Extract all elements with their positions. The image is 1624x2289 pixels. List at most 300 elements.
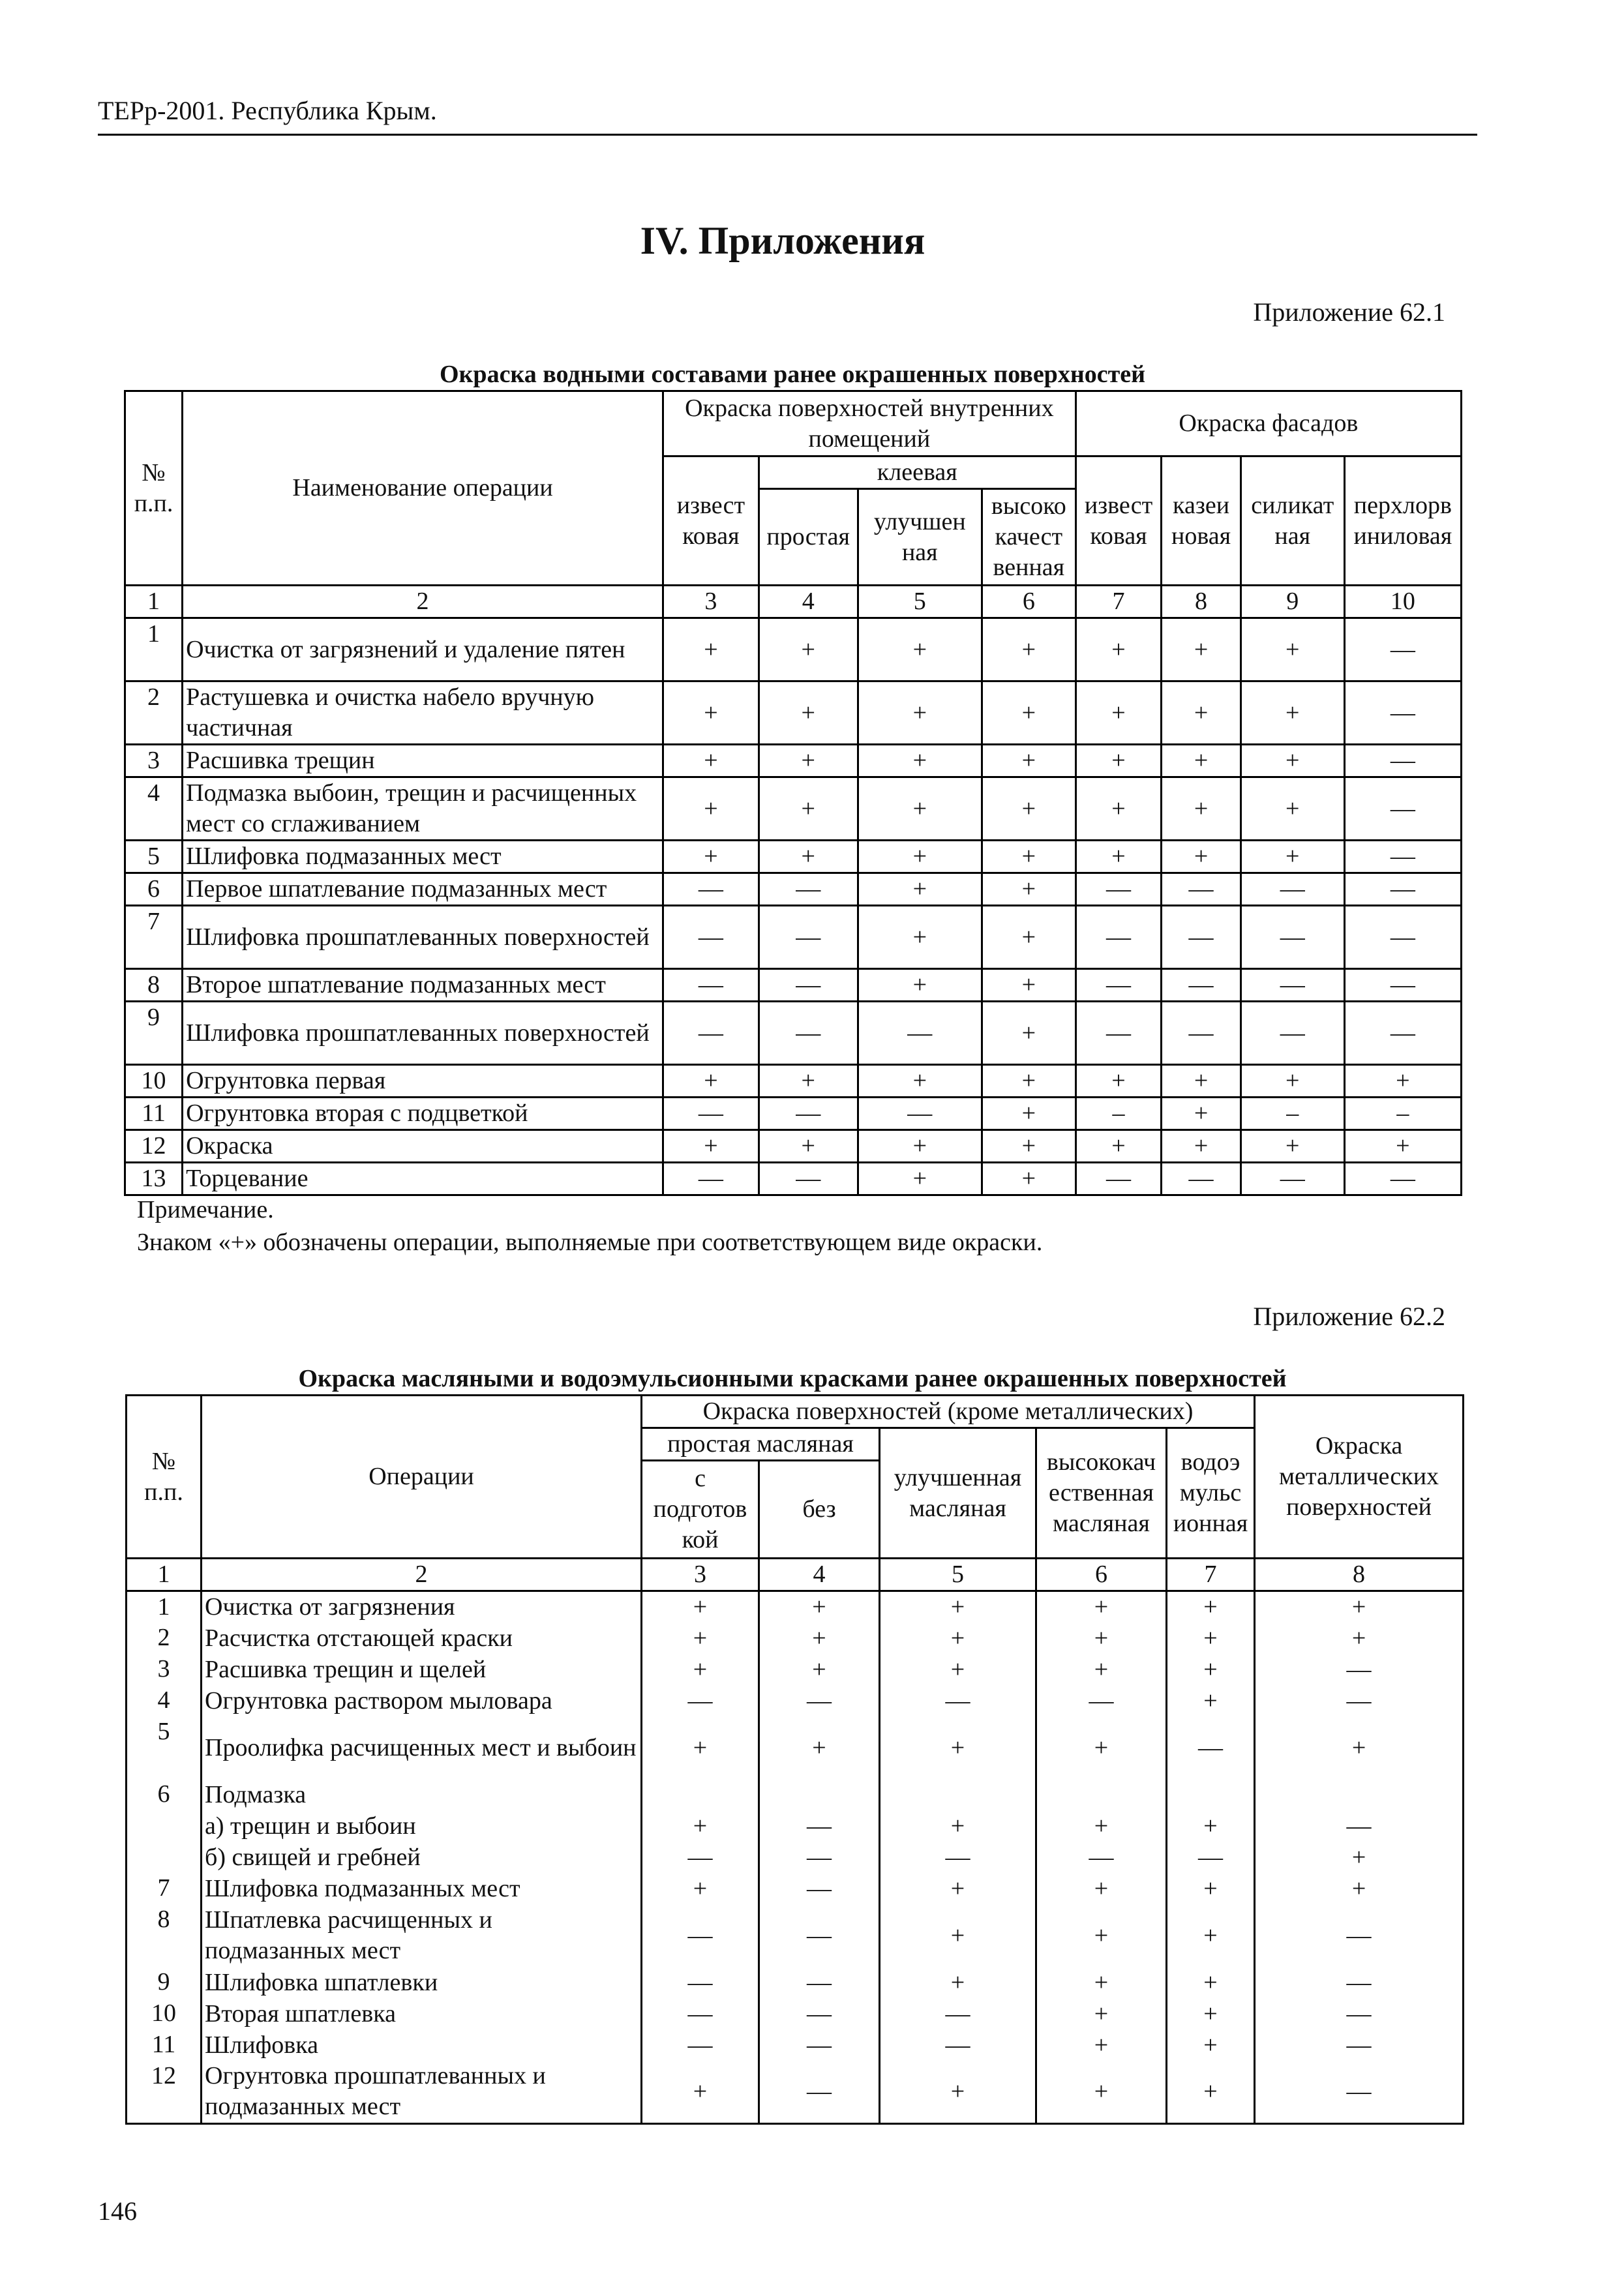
- col-header-perchlorvinyl: перхлорв иниловая: [1344, 456, 1461, 586]
- operation-name: Вторая шпатлевка: [202, 1998, 642, 2029]
- table-row: [125, 777, 1462, 841]
- cell: +: [1241, 777, 1344, 841]
- appendix-1-table: [124, 390, 1462, 1196]
- cell: —: [759, 1098, 858, 1130]
- col-number: 6: [1036, 1559, 1167, 1591]
- operation-name: Огрунтовка вторая с подцветкой: [183, 1098, 663, 1130]
- row-number: 2: [127, 1623, 202, 1654]
- cell: +: [663, 841, 759, 873]
- row-number: 2: [125, 681, 183, 745]
- cell: —: [663, 1002, 759, 1065]
- cell: +: [759, 1065, 858, 1098]
- cell: —: [759, 1998, 880, 2029]
- cell: —: [1167, 1842, 1255, 1873]
- col-number: 4: [759, 1559, 880, 1591]
- cell: +: [982, 906, 1075, 969]
- cell: —: [1241, 873, 1344, 906]
- table-row: [127, 1654, 1464, 1685]
- row-number: 9: [127, 1967, 202, 1998]
- cell: +: [642, 2061, 759, 2123]
- table-row: [125, 1130, 1462, 1163]
- cell: —: [1344, 745, 1461, 777]
- cell: —: [1344, 906, 1461, 969]
- cell: —: [663, 873, 759, 906]
- cell: +: [642, 1591, 759, 1623]
- operation-name: Шлифовка подмазанных мест: [183, 841, 663, 873]
- cell: +: [1036, 1967, 1167, 1998]
- cell: +: [1241, 681, 1344, 745]
- cell: +: [663, 777, 759, 841]
- cell: +: [1167, 1654, 1255, 1685]
- cell: +: [1255, 1591, 1464, 1623]
- cell: —: [1241, 906, 1344, 969]
- cell: –: [1344, 1098, 1461, 1130]
- cell: —: [759, 2061, 880, 2123]
- col-number: 2: [183, 586, 663, 618]
- table-row: [125, 906, 1462, 969]
- col-number: 3: [642, 1559, 759, 1591]
- table-row: [125, 1065, 1462, 1098]
- col-header-lime-facade: извест ковая: [1075, 456, 1162, 586]
- cell: +: [982, 873, 1075, 906]
- cell: +: [880, 1623, 1036, 1654]
- cell: —: [858, 1098, 982, 1130]
- cell: +: [1167, 1904, 1255, 1967]
- cell: —: [880, 1685, 1036, 1716]
- cell: +: [1075, 681, 1162, 745]
- cell: +: [1036, 1873, 1167, 1904]
- cell: +: [663, 681, 759, 745]
- row-number: 10: [125, 1065, 183, 1098]
- cell: +: [880, 1716, 1036, 1779]
- table-row: [125, 1163, 1462, 1195]
- cell: +: [663, 745, 759, 777]
- cell: +: [858, 873, 982, 906]
- cell: —: [1255, 2061, 1464, 2123]
- cell: +: [982, 618, 1075, 681]
- cell: —: [759, 873, 858, 906]
- row-number: [127, 1842, 202, 1873]
- cell: +: [982, 745, 1075, 777]
- cell: +: [982, 969, 1075, 1002]
- cell: +: [1162, 1098, 1241, 1130]
- cell: —: [1162, 1163, 1241, 1195]
- cell: —: [759, 1163, 858, 1195]
- operation-name: Проолифка расчищенных мест и выбоин: [202, 1716, 642, 1779]
- cell: +: [880, 1904, 1036, 1967]
- col-header-facade: Окраска фасадов: [1075, 391, 1461, 456]
- col-number: 2: [202, 1559, 642, 1591]
- cell: +: [642, 1654, 759, 1685]
- col-header-with-prep: с подготов кой: [642, 1461, 759, 1559]
- cell: —: [759, 969, 858, 1002]
- cell: +: [663, 618, 759, 681]
- cell: +: [880, 1810, 1036, 1842]
- appendix-1-title: Окраска водными составами ранее окрашенных поверхностей: [439, 361, 1146, 388]
- cell: —: [759, 1873, 880, 1904]
- cell: +: [982, 777, 1075, 841]
- cell: —: [880, 2029, 1036, 2061]
- cell: —: [1255, 1810, 1464, 1842]
- cell: —: [1255, 1904, 1464, 1967]
- operation-name: Шлифовка прошпатлеванных поверхностей: [183, 1002, 663, 1065]
- cell: —: [759, 1904, 880, 1967]
- cell: +: [759, 1591, 880, 1623]
- cell: —: [1036, 1842, 1167, 1873]
- table-row: [127, 1685, 1464, 1716]
- cell: +: [1075, 1130, 1162, 1163]
- col-header-lime-interior: извест ковая: [663, 456, 759, 586]
- cell: —: [1075, 1002, 1162, 1065]
- cell: —: [642, 1842, 759, 1873]
- col-header-water-emulsion: водоэ мульс ионная: [1167, 1428, 1255, 1559]
- row-number: [127, 1810, 202, 1842]
- cell: +: [759, 777, 858, 841]
- col-number: 4: [759, 586, 858, 618]
- cell: +: [1036, 1810, 1167, 1842]
- cell: +: [1075, 841, 1162, 873]
- cell: +: [858, 1163, 982, 1195]
- cell: —: [663, 969, 759, 1002]
- cell: +: [1167, 1810, 1255, 1842]
- table-row: [125, 841, 1462, 873]
- cell: —: [642, 1904, 759, 1967]
- operation-name: Шлифовка подмазанных мест: [202, 1873, 642, 1904]
- cell: +: [1036, 1654, 1167, 1685]
- cell: —: [1344, 1002, 1461, 1065]
- row-number: 3: [127, 1654, 202, 1685]
- cell: +: [1162, 745, 1241, 777]
- cell: +: [1255, 1842, 1464, 1873]
- col-header-silicate: силикат ная: [1241, 456, 1344, 586]
- cell: —: [642, 1998, 759, 2029]
- cell: +: [759, 1716, 880, 1779]
- cell: +: [982, 1130, 1075, 1163]
- cell: +: [642, 1810, 759, 1842]
- appendix-2-table: [125, 1394, 1464, 2125]
- row-number: 7: [127, 1873, 202, 1904]
- row-number: 6: [125, 873, 183, 906]
- cell: —: [1344, 841, 1461, 873]
- cell: +: [642, 1873, 759, 1904]
- cell: —: [1344, 873, 1461, 906]
- cell: [1036, 1779, 1167, 1810]
- cell: —: [1162, 1002, 1241, 1065]
- cell: +: [642, 1623, 759, 1654]
- table-row: [127, 1904, 1464, 1967]
- cell: +: [663, 1065, 759, 1098]
- table-row: [127, 1967, 1464, 1998]
- cell: —: [1344, 1163, 1461, 1195]
- row-number: 11: [127, 2029, 202, 2061]
- table-row: [127, 2029, 1464, 2061]
- cell: +: [1255, 1623, 1464, 1654]
- cell: +: [858, 841, 982, 873]
- cell: +: [858, 745, 982, 777]
- cell: —: [1241, 1163, 1344, 1195]
- cell: [1167, 1779, 1255, 1810]
- operation-name: Первое шпатлевание подмазанных мест: [183, 873, 663, 906]
- row-number: 5: [125, 841, 183, 873]
- cell: +: [759, 745, 858, 777]
- cell: +: [880, 1654, 1036, 1685]
- note-text: Знаком «+» обозначены операции, выполняемые при соответствующем виде окраски.: [137, 1229, 1043, 1256]
- table-row: [125, 681, 1462, 745]
- col-number: 10: [1344, 586, 1461, 618]
- cell: —: [858, 1002, 982, 1065]
- row-number: 6: [127, 1779, 202, 1810]
- col-header-operation: Наименование операции: [183, 391, 663, 586]
- row-number: 4: [125, 777, 183, 841]
- page-title: IV. Приложения: [640, 219, 925, 262]
- table-row: [125, 1002, 1462, 1065]
- cell: +: [1167, 1967, 1255, 1998]
- cell: +: [1036, 2029, 1167, 2061]
- cell: +: [858, 681, 982, 745]
- cell: +: [1036, 1904, 1167, 1967]
- cell: +: [1036, 1591, 1167, 1623]
- col-header-num: № п.п.: [125, 391, 183, 586]
- operation-name: б) свищей и гребней: [202, 1842, 642, 1873]
- cell: —: [1036, 1685, 1167, 1716]
- table-row: [127, 1591, 1464, 1623]
- cell: —: [1344, 681, 1461, 745]
- cell: +: [1167, 1623, 1255, 1654]
- col-header-operation: Операции: [202, 1396, 642, 1559]
- table-row: [125, 969, 1462, 1002]
- cell: +: [982, 1098, 1075, 1130]
- cell: +: [1167, 1873, 1255, 1904]
- row-number: 4: [127, 1685, 202, 1716]
- operation-name: а) трещин и выбоин: [202, 1810, 642, 1842]
- cell: +: [982, 681, 1075, 745]
- header-rule: [98, 134, 1477, 136]
- col-number: 6: [982, 586, 1075, 618]
- cell: +: [1075, 618, 1162, 681]
- cell: +: [1344, 1130, 1461, 1163]
- operation-name: Торцевание: [183, 1163, 663, 1195]
- row-number: 12: [127, 2061, 202, 2123]
- cell: [1255, 1779, 1464, 1810]
- operation-name: Огрунтовка первая: [183, 1065, 663, 1098]
- cell: +: [1167, 1998, 1255, 2029]
- row-number: 5: [127, 1716, 202, 1779]
- cell: +: [1255, 1873, 1464, 1904]
- row-number: 12: [125, 1130, 183, 1163]
- cell: +: [759, 1623, 880, 1654]
- operation-name: Расшивка трещин и щелей: [202, 1654, 642, 1685]
- cell: –: [1241, 1098, 1344, 1130]
- cell: +: [1162, 777, 1241, 841]
- cell: +: [1075, 777, 1162, 841]
- page-number: 146: [98, 2196, 137, 2226]
- cell: +: [1162, 841, 1241, 873]
- table-row: [127, 2061, 1464, 2123]
- table-row: [127, 1998, 1464, 2029]
- cell: —: [759, 906, 858, 969]
- cell: —: [1255, 1654, 1464, 1685]
- row-number: 8: [127, 1904, 202, 1967]
- row-number: 1: [125, 618, 183, 681]
- row-number: 3: [125, 745, 183, 777]
- col-number: 9: [1241, 586, 1344, 618]
- cell: +: [663, 1130, 759, 1163]
- cell: —: [1075, 906, 1162, 969]
- cell: —: [1241, 969, 1344, 1002]
- cell: —: [1167, 1716, 1255, 1779]
- cell: +: [858, 1130, 982, 1163]
- row-number: 9: [125, 1002, 183, 1065]
- cell: —: [759, 2029, 880, 2061]
- cell: —: [1162, 873, 1241, 906]
- col-number: 1: [125, 586, 183, 618]
- cell: —: [663, 906, 759, 969]
- cell: +: [1241, 1065, 1344, 1098]
- cell: +: [858, 777, 982, 841]
- table-row: [127, 1716, 1464, 1779]
- cell: +: [1075, 745, 1162, 777]
- cell: +: [1241, 745, 1344, 777]
- cell: +: [1344, 1065, 1461, 1098]
- cell: —: [642, 2029, 759, 2061]
- cell: —: [1255, 2029, 1464, 2061]
- cell: —: [1255, 1685, 1464, 1716]
- row-number: 10: [127, 1998, 202, 2029]
- cell: —: [880, 1998, 1036, 2029]
- cell: —: [1255, 1967, 1464, 1998]
- table-row: [127, 1623, 1464, 1654]
- running-title: ТЕРр-2001. Республика Крым.: [98, 96, 437, 125]
- operation-name: Подмазка выбоин, трещин и расчищенных мест со сглаживанием: [183, 777, 663, 841]
- cell: +: [858, 618, 982, 681]
- cell: +: [1241, 1130, 1344, 1163]
- col-header-high-quality: высоко качест венная: [982, 489, 1075, 586]
- cell: –: [1075, 1098, 1162, 1130]
- row-number: 13: [125, 1163, 183, 1195]
- col-header-num: № п.п.: [127, 1396, 202, 1559]
- col-number: 8: [1255, 1559, 1464, 1591]
- cell: +: [1255, 1716, 1464, 1779]
- cell: —: [759, 1002, 858, 1065]
- col-header-interior: Окраска поверхностей внутренних помещений: [663, 391, 1076, 456]
- operation-name: Второе шпатлевание подмазанных мест: [183, 969, 663, 1002]
- cell: +: [858, 1065, 982, 1098]
- cell: —: [759, 1810, 880, 1842]
- table-row: [125, 873, 1462, 906]
- col-header-without: без: [759, 1461, 880, 1559]
- cell: —: [1075, 873, 1162, 906]
- appendix-2-label: Приложение 62.2: [1253, 1302, 1445, 1331]
- cell: —: [1344, 969, 1461, 1002]
- cell: +: [1241, 841, 1344, 873]
- col-number: 3: [663, 586, 759, 618]
- table-row: [125, 1098, 1462, 1130]
- cell: +: [1036, 1998, 1167, 2029]
- cell: —: [642, 1967, 759, 1998]
- cell: —: [1344, 618, 1461, 681]
- cell: +: [1162, 1065, 1241, 1098]
- table-row: [127, 1779, 1464, 1810]
- operation-name: Расчистка отстающей краски: [202, 1623, 642, 1654]
- note-title: Примечание.: [137, 1196, 274, 1223]
- cell: +: [880, 1873, 1036, 1904]
- cell: +: [1075, 1065, 1162, 1098]
- operation-name: Шлифовка прошпатлеванных поверхностей: [183, 906, 663, 969]
- cell: —: [1162, 969, 1241, 1002]
- cell: +: [982, 1065, 1075, 1098]
- cell: +: [759, 841, 858, 873]
- cell: —: [759, 1967, 880, 1998]
- cell: —: [759, 1842, 880, 1873]
- appendix-2-title: Окраска масляными и водоэмульсионными красками ранее окрашенных поверхностей: [298, 1365, 1287, 1392]
- cell: +: [759, 681, 858, 745]
- cell: +: [759, 618, 858, 681]
- col-number: 7: [1167, 1559, 1255, 1591]
- cell: +: [759, 1654, 880, 1685]
- table-row: [125, 618, 1462, 681]
- col-header-improved: улучшен ная: [858, 489, 982, 586]
- col-number: 1: [127, 1559, 202, 1591]
- cell: +: [759, 1130, 858, 1163]
- cell: —: [880, 1842, 1036, 1873]
- cell: —: [1255, 1998, 1464, 2029]
- cell: —: [1075, 969, 1162, 1002]
- cell: +: [1162, 681, 1241, 745]
- appendix-1-label: Приложение 62.1: [1253, 297, 1445, 327]
- cell: —: [663, 1163, 759, 1195]
- table-row: [127, 1873, 1464, 1904]
- cell: +: [1036, 1623, 1167, 1654]
- row-number: 8: [125, 969, 183, 1002]
- operation-name: Огрунтовка прошпатлеванных и подмазанных мест: [202, 2061, 642, 2123]
- table-row: [127, 1842, 1464, 1873]
- col-header-casein: казеи новая: [1162, 456, 1241, 586]
- col-number: 5: [858, 586, 982, 618]
- col-number: 5: [880, 1559, 1036, 1591]
- col-number: 7: [1075, 586, 1162, 618]
- col-header-simple-oil: простая масляная: [642, 1428, 880, 1461]
- operation-name: Растушевка и очистка набело вручную частичная: [183, 681, 663, 745]
- cell: +: [858, 906, 982, 969]
- table-row: [127, 1810, 1464, 1842]
- operation-name: Очистка от загрязнений и удаление пятен: [183, 618, 663, 681]
- cell: +: [1162, 1130, 1241, 1163]
- cell: +: [1167, 1685, 1255, 1716]
- cell: +: [880, 1591, 1036, 1623]
- cell: [880, 1779, 1036, 1810]
- col-number: 8: [1162, 586, 1241, 618]
- cell: —: [663, 1098, 759, 1130]
- cell: —: [642, 1685, 759, 1716]
- cell: —: [1241, 1002, 1344, 1065]
- col-header-high-quality-oil: высококач ественная масляная: [1036, 1428, 1167, 1559]
- operation-name: Огрунтовка раствором мыловара: [202, 1685, 642, 1716]
- col-header-glue: клеевая: [759, 456, 1075, 489]
- cell: +: [982, 841, 1075, 873]
- cell: +: [1162, 618, 1241, 681]
- cell: —: [1344, 777, 1461, 841]
- cell: +: [642, 1716, 759, 1779]
- cell: [759, 1779, 880, 1810]
- operation-name: Очистка от загрязнения: [202, 1591, 642, 1623]
- cell: +: [1167, 2029, 1255, 2061]
- cell: —: [1162, 906, 1241, 969]
- cell: —: [1075, 1163, 1162, 1195]
- cell: +: [1241, 618, 1344, 681]
- note-block: [137, 1193, 1042, 1259]
- operation-name: Шлифовка: [202, 2029, 642, 2061]
- operation-name: Расшивка трещин: [183, 745, 663, 777]
